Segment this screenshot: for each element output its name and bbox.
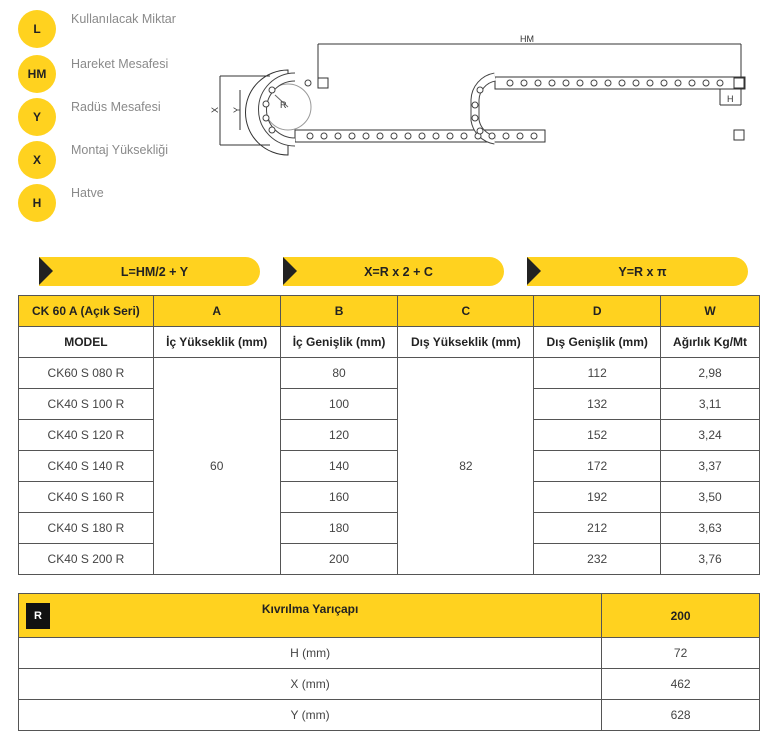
table-row — [19, 544, 760, 575]
table-row — [19, 638, 760, 669]
cell-model: CK40 S 140 R — [19, 451, 154, 482]
table-subheader-row — [19, 327, 760, 358]
cell-b: 120 — [280, 420, 398, 451]
cell-w: 3,37 — [661, 451, 760, 482]
cell-model: CK40 S 180 R — [19, 513, 154, 544]
cell-d: 152 — [534, 420, 661, 451]
legend-item-x — [18, 139, 198, 179]
formula-bar-l — [39, 257, 260, 286]
cell-c-merged: 82 — [398, 358, 534, 575]
cell-b: 100 — [280, 389, 398, 420]
cell-d: 112 — [534, 358, 661, 389]
subheader-inner-width: İç Genişlik (mm) — [280, 327, 398, 358]
header-b: B — [280, 296, 398, 327]
header-a: A — [153, 296, 280, 327]
cell-w: 3,11 — [661, 389, 760, 420]
subheader-model: MODEL — [19, 327, 154, 358]
cell-w: 3,76 — [661, 544, 760, 575]
arrow-icon — [39, 257, 53, 285]
legend-text: Montaj Yüksekliği — [71, 143, 169, 157]
label-hm: HM — [520, 34, 534, 44]
subheader-outer-height: Dış Yükseklik (mm) — [398, 327, 534, 358]
label-h: H — [727, 94, 734, 104]
cell-a-merged: 60 — [153, 358, 280, 575]
formula-bar-y — [527, 257, 748, 286]
table-row — [19, 358, 760, 389]
table-row — [19, 700, 760, 731]
formula-bar-x — [283, 257, 504, 286]
table-header-row — [19, 296, 760, 327]
header-model-series: CK 60 A (Açık Seri) — [19, 296, 154, 327]
subheader-weight: Ağırlık Kg/Mt — [661, 327, 760, 358]
legend-badge: L — [18, 10, 56, 48]
radius-table — [18, 593, 760, 731]
cell-w: 3,50 — [661, 482, 760, 513]
legend-badge: H — [18, 184, 56, 222]
formula-text: L=HM/2 + Y — [120, 264, 189, 279]
cell-label: X (mm) — [19, 669, 602, 700]
header-d: D — [534, 296, 661, 327]
legend-text: Kullanılacak Miktar — [71, 12, 176, 26]
cell-model: CK40 S 100 R — [19, 389, 154, 420]
radius-value: 200 — [602, 594, 760, 638]
label-r: R — [280, 100, 287, 110]
cell-d: 132 — [534, 389, 661, 420]
cell-model: CK60 S 080 R — [19, 358, 154, 389]
cell-b: 160 — [280, 482, 398, 513]
cell-d: 192 — [534, 482, 661, 513]
cell-w: 2,98 — [661, 358, 760, 389]
cell-w: 3,24 — [661, 420, 760, 451]
radius-header-row — [19, 594, 760, 638]
legend-item-hm — [18, 53, 198, 93]
legend-text: Hareket Mesafesi — [71, 57, 169, 71]
radius-badge: R — [26, 603, 50, 629]
cell-value: 628 — [602, 700, 760, 731]
cell-d: 212 — [534, 513, 661, 544]
cell-b: 180 — [280, 513, 398, 544]
legend-badge: X — [18, 141, 56, 179]
cell-model: CK40 S 160 R — [19, 482, 154, 513]
legend-item-l — [18, 8, 198, 48]
subheader-inner-height: İç Yükseklik (mm) — [153, 327, 280, 358]
table-row — [19, 451, 760, 482]
arrow-icon — [283, 257, 297, 285]
cell-d: 172 — [534, 451, 661, 482]
cell-model: CK40 S 200 R — [19, 544, 154, 575]
table-row — [19, 513, 760, 544]
formula-text: Y=R x π — [618, 264, 667, 279]
cell-label: Y (mm) — [19, 700, 602, 731]
legend-badge: HM — [18, 55, 56, 93]
cell-b: 200 — [280, 544, 398, 575]
cable-chain-diagram — [200, 30, 760, 170]
cell-d: 232 — [534, 544, 661, 575]
spec-table — [18, 295, 760, 575]
formula-text: X=R x 2 + C — [364, 264, 433, 279]
subheader-outer-width: Dış Genişlik (mm) — [534, 327, 661, 358]
table-row — [19, 389, 760, 420]
label-y: Y — [232, 106, 242, 113]
legend-badge: Y — [18, 98, 56, 136]
label-x: X — [210, 106, 220, 113]
table-row — [19, 669, 760, 700]
header-c: C — [398, 296, 534, 327]
radius-title-cell — [19, 594, 602, 638]
table-row — [19, 482, 760, 513]
radius-title: Kıvrılma Yarıçapı — [261, 602, 359, 616]
arrow-icon — [527, 257, 541, 285]
legend-item-y — [18, 96, 198, 136]
cell-value: 462 — [602, 669, 760, 700]
header-w: W — [661, 296, 760, 327]
cell-b: 80 — [280, 358, 398, 389]
legend-text: Radüs Mesafesi — [71, 100, 161, 114]
legend-item-h — [18, 182, 198, 222]
cell-value: 72 — [602, 638, 760, 669]
cell-model: CK40 S 120 R — [19, 420, 154, 451]
cell-w: 3,63 — [661, 513, 760, 544]
cell-b: 140 — [280, 451, 398, 482]
table-row — [19, 420, 760, 451]
legend-text: Hatve — [71, 186, 104, 200]
cell-label: H (mm) — [19, 638, 602, 669]
